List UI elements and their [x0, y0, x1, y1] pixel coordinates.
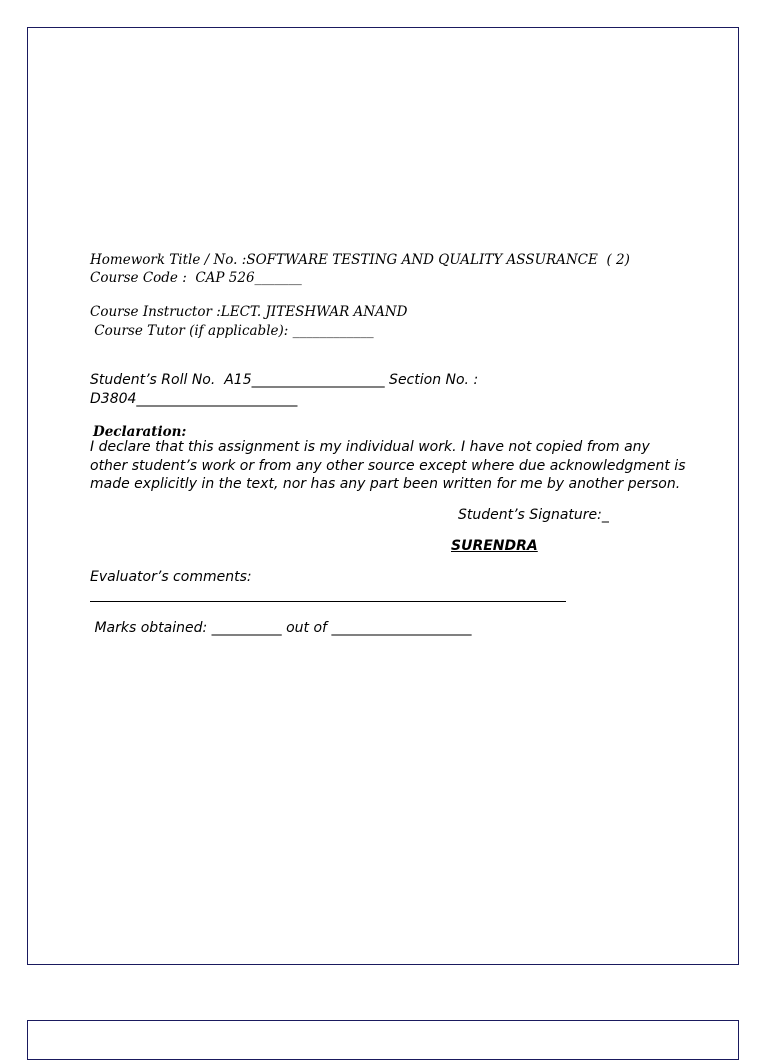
marks-obtained: Marks obtained: __________ out of ____________________ [90, 620, 472, 636]
signature-label: Student’s Signature:_ [458, 507, 609, 523]
declaration-line-2: other student’s work or from any other source except where due acknowledgment is [90, 458, 686, 474]
section-number-line: D3804_______________________ [90, 391, 298, 407]
roll-number-line: Student’s Roll No. A15___________________ Section No. : [90, 372, 479, 388]
course-instructor: Course Instructor :LECT. JITESHWAR ANAND [90, 304, 408, 320]
course-code: Course Code : CAP 526_______ [90, 270, 302, 286]
declaration-line-1: I declare that this assignment is my individual work. I have not copied from any [90, 439, 650, 455]
homework-title: Homework Title / No. :SOFTWARE TESTING AND QUALITY ASSURANCE ( 2) [90, 252, 630, 268]
declaration-heading: Declaration: [93, 424, 187, 440]
evaluator-comments: Evaluator’s comments: [90, 569, 252, 585]
course-tutor: Course Tutor (if applicable): ____________ [90, 323, 374, 339]
next-page [27, 1020, 739, 1060]
cover-page [27, 27, 739, 965]
comments-rule [90, 601, 566, 602]
declaration-line-3: made explicitly in the text, nor has any part been written for me by another person. [90, 476, 681, 492]
signature-name: SURENDRA [451, 538, 538, 554]
